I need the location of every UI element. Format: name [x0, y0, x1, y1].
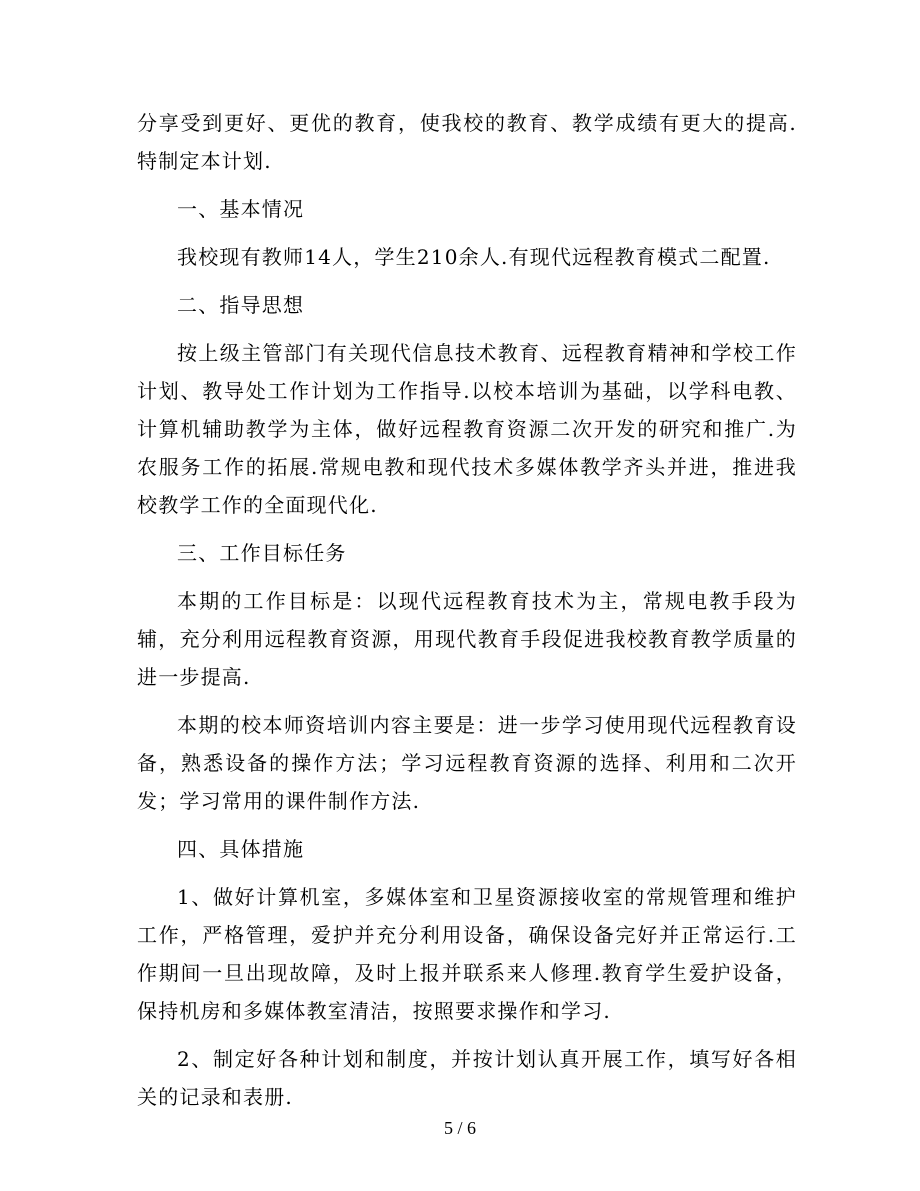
paragraph-measure-2: 2、制定好各种计划和制度，并按计划认真开展工作，填写好各相关的记录和表册.	[137, 1047, 797, 1109]
heading-basic-situation: 一、基本情况	[177, 197, 305, 221]
paragraph-work-goals: 本期的工作目标是：以现代远程教育技术为主，常规电教手段为辅，充分利用远程教育资源，用现代教育手段促进我校教育教学质量的进一步提高.	[137, 589, 797, 689]
page-number: 5 / 6	[443, 1118, 476, 1138]
heading-work-goals: 三、工作目标任务	[177, 541, 347, 565]
paragraph-intro: 分享受到更好、更优的教育，使我校的教育、教学成绩有更大的提高.特制定本计划.	[137, 111, 797, 173]
paragraph-basic-situation: 我校现有教师14人，学生210余人.有现代远程教育模式二配置.	[177, 245, 771, 269]
heading-guiding-ideology: 二、指导思想	[177, 293, 305, 317]
heading-specific-measures: 四、具体措施	[177, 837, 305, 861]
paragraph-training-content: 本期的校本师资培训内容主要是：进一步学习使用现代远程教育设备，熟悉设备的操作方法；学习远程教育资源的选择、利用和二次开发；学习常用的课件制作方法.	[137, 713, 797, 813]
document-body	[137, 104, 797, 1116]
paragraph-measure-1: 1、做好计算机室，多媒体室和卫星资源接收室的常规管理和维护工作，严格管理，爱护并充分利用设备，确保设备完好并正常运行.工作期间一旦出现故障，及时上报并联系来人修理.教育学生爱护设备，保持机房和多媒体教室清洁，按照要求操作和学习.	[137, 885, 797, 1023]
paragraph-guiding-ideology: 按上级主管部门有关现代信息技术教育、远程教育精神和学校工作计划、教导处工作计划为工作指导.以校本培训为基础，以学科电教、计算机辅助教学为主体，做好远程教育资源二次开发的研究和推广.为农服务工作的拓展.常规电教和现代技术多媒体教学齐头并进，推进我校教学工作的全面现代化.	[137, 341, 797, 517]
